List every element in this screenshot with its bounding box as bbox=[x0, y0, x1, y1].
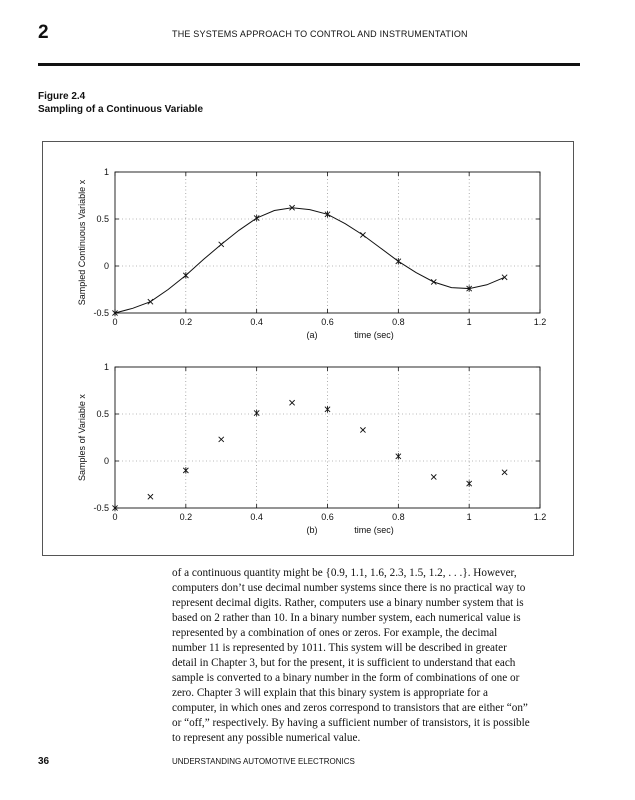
sample-point-marker bbox=[219, 437, 224, 442]
x-tick-label: 1.2 bbox=[533, 317, 547, 327]
x-tick-label: 0.8 bbox=[392, 512, 405, 522]
sample-point-marker bbox=[219, 242, 224, 247]
body-line: detail in Chapter 3, but for the present, it is sufficient to understand that each bbox=[172, 657, 516, 669]
running-foot: UNDERSTANDING AUTOMOTIVE ELECTRONICS bbox=[172, 757, 355, 766]
body-line: sample is converted to a binary number in the form of combinations of one or bbox=[172, 672, 520, 684]
y-tick-label: 0 bbox=[103, 261, 109, 271]
body-line: to represent any possible numerical value. bbox=[172, 732, 361, 744]
y-tick-label: 1 bbox=[103, 167, 109, 177]
x-tick-label: 0.6 bbox=[321, 512, 334, 522]
sample-point-marker bbox=[254, 410, 259, 416]
x-axis-label: time (sec) bbox=[354, 330, 394, 340]
sample-point-marker bbox=[431, 279, 436, 284]
body-line: number 11 is represented by 1011. This system will be described in greater bbox=[172, 642, 507, 654]
x-tick-label: 1 bbox=[466, 512, 472, 522]
figure-caption: Sampling of a Continuous Variable bbox=[38, 104, 204, 115]
panel-label: (b) bbox=[306, 525, 318, 535]
sample-point-marker bbox=[431, 474, 436, 479]
y-tick-label: -0.5 bbox=[93, 503, 109, 513]
running-head: THE SYSTEMS APPROACH TO CONTROL AND INSTRUMENTATION bbox=[172, 29, 468, 39]
body-line: or “off,” respectively. By having a sufficient number of transistors, it is possible bbox=[172, 717, 530, 729]
body-line: zero. Chapter 3 will explain that this binary system is appropriate for a bbox=[172, 687, 488, 699]
y-tick-label: 0 bbox=[103, 456, 109, 466]
body-line: computers don’t use decimal number systems since there is no practical way to bbox=[172, 582, 526, 594]
body-line: computer, in which ones and zeros correspond to transistors that are either “on” bbox=[172, 702, 528, 714]
x-tick-label: 0.6 bbox=[321, 317, 334, 327]
y-axis-label: Sampled Continuous Variable x bbox=[77, 179, 87, 306]
sample-point-marker bbox=[396, 453, 401, 459]
plot-panel-a bbox=[77, 167, 546, 340]
figure-number: Figure 2.4 bbox=[38, 91, 86, 102]
sample-point-marker bbox=[289, 400, 294, 405]
y-tick-label: 1 bbox=[103, 362, 109, 372]
x-tick-label: 0 bbox=[112, 317, 118, 327]
chapter-number: 2 bbox=[38, 22, 49, 43]
sample-point-marker bbox=[325, 406, 330, 412]
body-line: represent decimal digits. Rather, computers use a binary number system that is bbox=[172, 597, 524, 609]
sample-point-marker bbox=[360, 427, 365, 432]
y-tick-label: 0.5 bbox=[96, 214, 109, 224]
page-number: 36 bbox=[38, 756, 50, 767]
x-tick-label: 1.2 bbox=[533, 512, 547, 522]
sample-point-marker bbox=[396, 258, 401, 264]
x-tick-label: 0.4 bbox=[250, 317, 263, 327]
x-tick-label: 1 bbox=[466, 317, 472, 327]
x-tick-label: 0.4 bbox=[250, 512, 263, 522]
sample-point-marker bbox=[502, 275, 507, 280]
x-axis-label: time (sec) bbox=[354, 525, 394, 535]
sample-point-marker bbox=[467, 480, 472, 486]
body-line: based on 2 rather than 10. In a binary number system, each numerical value is bbox=[172, 612, 521, 624]
x-tick-label: 0.2 bbox=[179, 317, 193, 327]
sample-point-marker bbox=[254, 215, 259, 221]
y-tick-label: 0.5 bbox=[96, 409, 109, 419]
sample-point-marker bbox=[148, 299, 153, 304]
continuous-curve bbox=[115, 208, 505, 313]
plot-panel-b bbox=[77, 362, 546, 535]
y-tick-label: -0.5 bbox=[93, 308, 109, 318]
body-line: represented by a combination of ones or zeros. For example, the decimal bbox=[172, 627, 498, 639]
sample-point-marker bbox=[360, 232, 365, 237]
sample-point-marker bbox=[502, 470, 507, 475]
x-tick-label: 0.2 bbox=[179, 512, 193, 522]
x-tick-label: 0.8 bbox=[392, 317, 405, 327]
sample-point-marker bbox=[183, 467, 188, 473]
panel-label: (a) bbox=[306, 330, 318, 340]
y-axis-label: Samples of Variable x bbox=[77, 394, 87, 481]
body-line: of a continuous quantity might be {0.9, 1.1, 1.6, 2.3, 1.5, 1.2, . . .}. However, bbox=[172, 567, 517, 579]
sample-point-marker bbox=[148, 494, 153, 499]
x-tick-label: 0 bbox=[112, 512, 118, 522]
sample-point-marker bbox=[183, 272, 188, 278]
body-paragraph bbox=[172, 566, 582, 746]
